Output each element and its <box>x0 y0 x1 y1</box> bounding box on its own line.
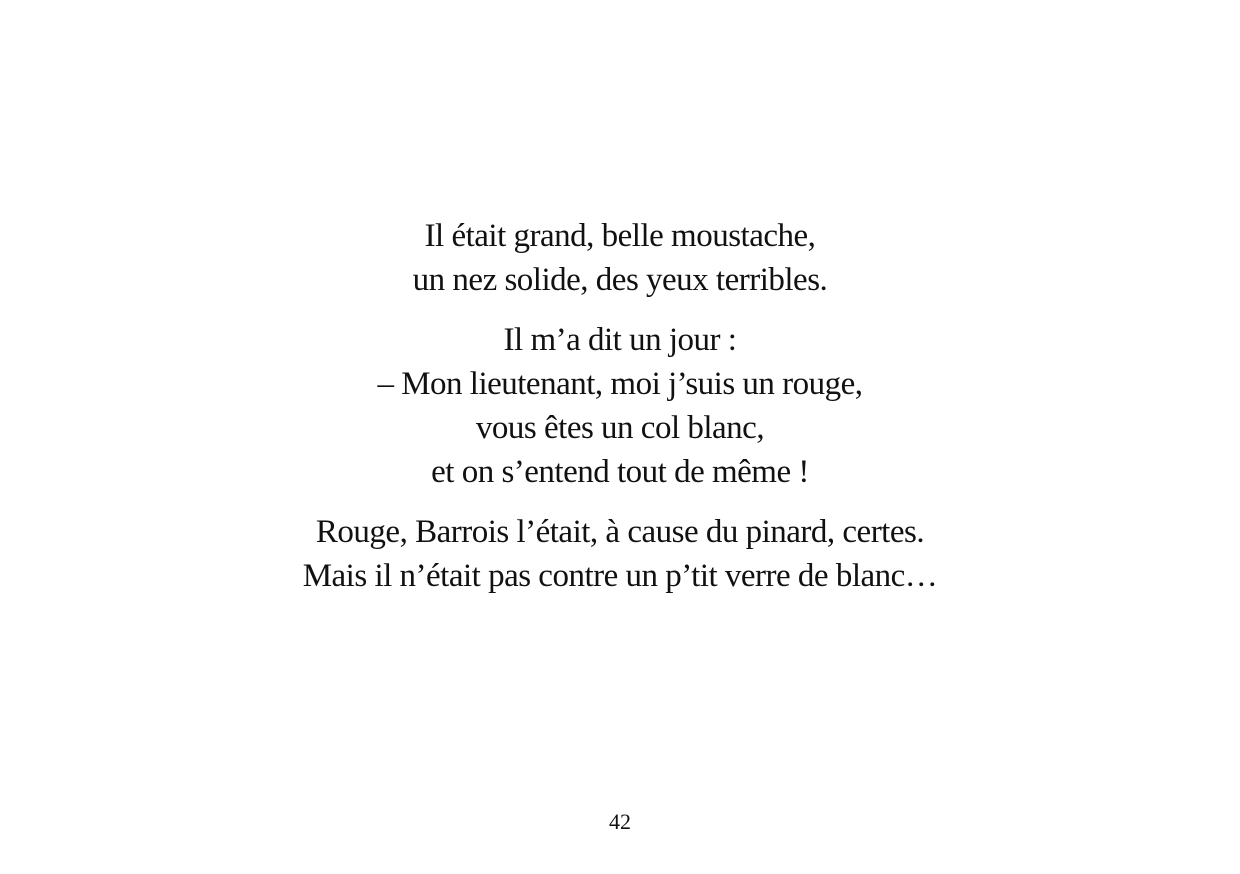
stanza-2 <box>0 318 1240 494</box>
stanza-line: – Mon lieutenant, moi j’suis un rouge, <box>377 366 863 402</box>
stanza-3 <box>0 510 1240 598</box>
stanza-line: Il était grand, belle moustache, <box>424 218 816 254</box>
stanza-line: Rouge, Barrois l’était, à cause du pinard, certes. <box>315 514 925 550</box>
page-number: 42 <box>609 809 631 834</box>
stanza-line: Mais il n’était pas contre un p’tit verre de blanc… <box>302 558 938 594</box>
stanza-line: et on s’entend tout de même ! <box>431 454 809 490</box>
stanza-line: Il m’a dit un jour : <box>503 322 737 358</box>
stanza-1 <box>0 214 1240 302</box>
stanza-line: un nez solide, des yeux terribles. <box>412 262 828 298</box>
poem-text <box>0 214 1240 598</box>
stanza-line: vous êtes un col blanc, <box>475 410 765 446</box>
